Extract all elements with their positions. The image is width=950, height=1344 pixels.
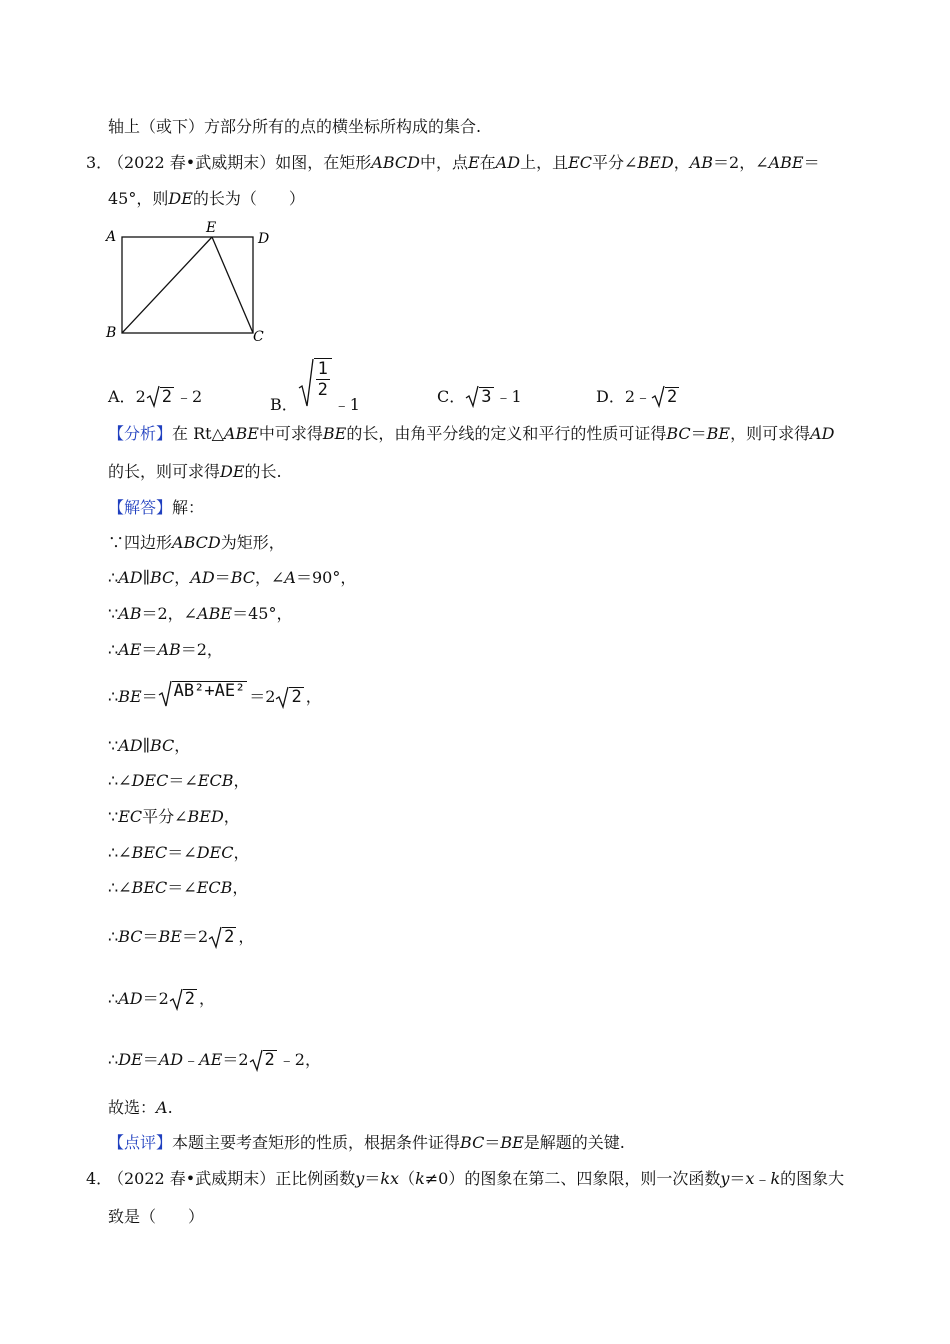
label-e: E — [206, 220, 217, 236]
question-3-stem-line2: 45°，则DE的长为（ ） — [108, 189, 305, 208]
step-6: ∵AD∥BC， — [108, 736, 191, 755]
question-3-stem-line1: （2022 春•武威期末）如图，在矩形ABCD中，点E在AD上，且EC平分∠BED，AB＝2，∠ABE＝ — [108, 153, 820, 172]
step-4: ∴AE＝AB＝2， — [108, 640, 223, 659]
answer-header: 【解答】解： — [108, 498, 205, 517]
label-c: C — [253, 329, 264, 345]
step-3: ∵AB＝2，∠ABE＝45°， — [108, 604, 293, 623]
question-4-line2: 致是（ ） — [108, 1207, 205, 1226]
option-a[interactable]: A．2 2 ﹣2 — [108, 387, 203, 407]
option-b[interactable]: B． $\frac{1}{2}$ ﹣1 — [270, 359, 360, 414]
label-b: B — [106, 325, 117, 341]
label-d: D — [258, 231, 270, 247]
question-4-line1: （2022 春•武威期末）正比例函数y＝kx（k≠0）的图象在第二、四象限，则一次函数y＝x﹣k的图象大 — [108, 1169, 845, 1188]
rectangle-figure — [100, 215, 280, 345]
step-5: ∴BE＝ AB²+AE² ＝2 2 ， — [108, 681, 322, 707]
step-8: ∵EC平分∠BED， — [108, 807, 240, 826]
step-7: ∴∠DEC＝∠ECB， — [108, 771, 250, 790]
segment-be — [122, 237, 212, 333]
analysis-line2: 的长，则可求得DE的长. — [108, 462, 282, 481]
step-1: ∵四边形ABCD为矩形， — [108, 533, 285, 552]
step-13: ∴DE＝AD﹣AE＝2 2 ﹣2， — [108, 1050, 321, 1070]
comment-line: 【点评】本题主要考查矩形的性质，根据条件证得BC＝BE是解题的关键. — [108, 1133, 625, 1152]
option-d[interactable]: D．2﹣ 2 — [596, 387, 678, 407]
continuation-line: 轴上（或下）方部分所有的点的横坐标所构成的集合. — [108, 117, 482, 136]
question-4-number: 4． — [86, 1169, 113, 1188]
step-2: ∴AD∥BC，AD＝BC，∠A＝90°， — [108, 568, 357, 587]
question-3-number: 3． — [86, 153, 113, 172]
option-c[interactable]: C． 3 ﹣1 — [437, 387, 522, 407]
step-12: ∴AD＝2 2 ， — [108, 989, 216, 1009]
step-11: ∴BC＝BE＝2 2 ， — [108, 927, 255, 947]
analysis-tag: 【分析】 — [108, 424, 173, 443]
answer-tag: 【解答】 — [108, 498, 173, 517]
step-14: 故选：A. — [108, 1098, 173, 1117]
step-9: ∴∠BEC＝∠DEC， — [108, 843, 250, 862]
analysis-line1: 【分析】在 Rt△ABE中可求得BE的长，由角平分线的定义和平行的性质可证得BC＝BE，则可求得AD — [108, 424, 835, 443]
label-a: A — [106, 229, 117, 245]
rectangle-abcd — [122, 237, 253, 333]
step-10: ∴∠BEC＝∠ECB， — [108, 878, 249, 897]
segment-ec — [212, 237, 253, 333]
comment-tag: 【点评】 — [108, 1133, 173, 1152]
